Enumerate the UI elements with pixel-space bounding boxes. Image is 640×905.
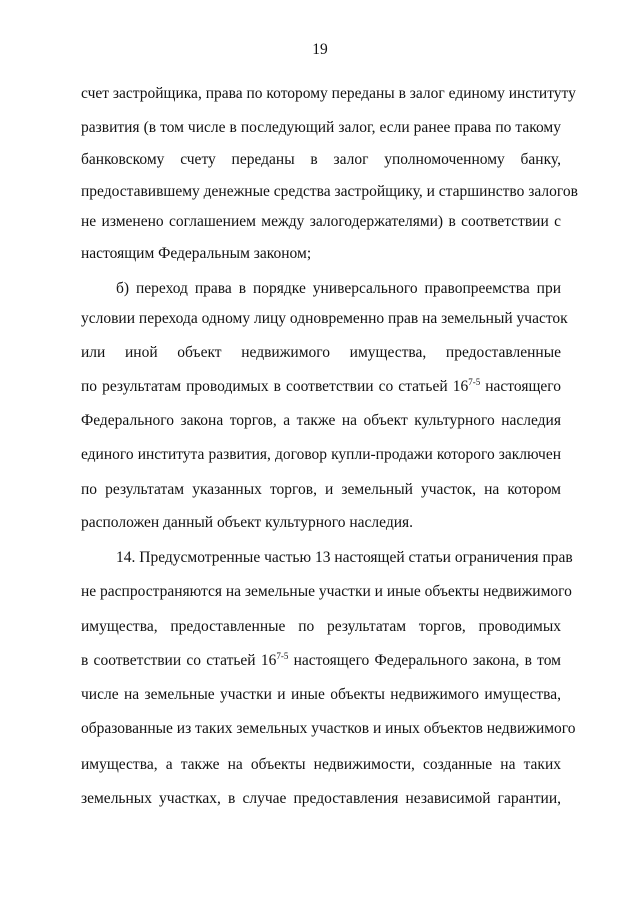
text-segment: настоящего Федерального закона, в том xyxy=(288,652,561,669)
text-line-with-superscript xyxy=(81,377,561,397)
text-line: не распространяются на земельные участки и иные объекты недвижимого xyxy=(81,583,572,600)
text-line: земельных участках, в случае предоставления независимой гарантии, xyxy=(81,790,561,807)
text-line: или иной объект недвижимого имущества, предоставленные xyxy=(81,344,561,361)
text-line: не изменено соглашением между залогодержателями) в соответствии с xyxy=(81,213,561,230)
text-line: предоставившему денежные средства застройщику, и старшинство залогов xyxy=(81,183,578,200)
text-line: условии перехода одному лицу одновременно прав на земельный участок xyxy=(81,310,568,327)
text-line: расположен данный объект культурного наследия. xyxy=(81,514,414,531)
text-line: настоящим Федеральным законом; xyxy=(81,245,312,262)
text-line: по результатам указанных торгов, и земельный участок, на котором xyxy=(81,481,561,498)
text-segment: в соответствии со статьей 16 xyxy=(81,652,277,669)
text-line: образованные из таких земельных участков и иных объектов недвижимого xyxy=(81,720,576,737)
text-segment: по результатам проводимых в соответствии со статьей 16 xyxy=(81,378,469,395)
paragraph-start-line: 14. Предусмотренные частью 13 настоящей статьи ограничения прав xyxy=(116,549,573,566)
superscript: 7-5 xyxy=(468,377,481,387)
text-segment: настоящего xyxy=(480,378,561,395)
page-number: 19 xyxy=(312,41,328,58)
text-line: счет застройщика, права по которому переданы в залог единому институту xyxy=(81,85,576,102)
superscript: 7-5 xyxy=(276,651,289,661)
text-line: банковскому счету переданы в залог уполномоченному банку, xyxy=(81,151,561,168)
paragraph-start-line: б) переход права в порядке универсального правопреемства при xyxy=(116,280,561,297)
text-line: имущества, а также на объекты недвижимости, созданные на таких xyxy=(81,756,561,773)
text-line-with-superscript xyxy=(81,651,561,671)
text-line: развития (в том числе в последующий залог, если ранее права по такому xyxy=(81,119,561,136)
text-line: имущества, предоставленные по результатам торгов, проводимых xyxy=(81,618,561,635)
text-line: числе на земельные участки и иные объекты недвижимого имущества, xyxy=(81,686,561,703)
text-line: единого института развития, договор купли-продажи которого заключен xyxy=(81,446,561,463)
text-line: Федерального закона торгов, а также на объект культурного наследия xyxy=(81,412,561,429)
